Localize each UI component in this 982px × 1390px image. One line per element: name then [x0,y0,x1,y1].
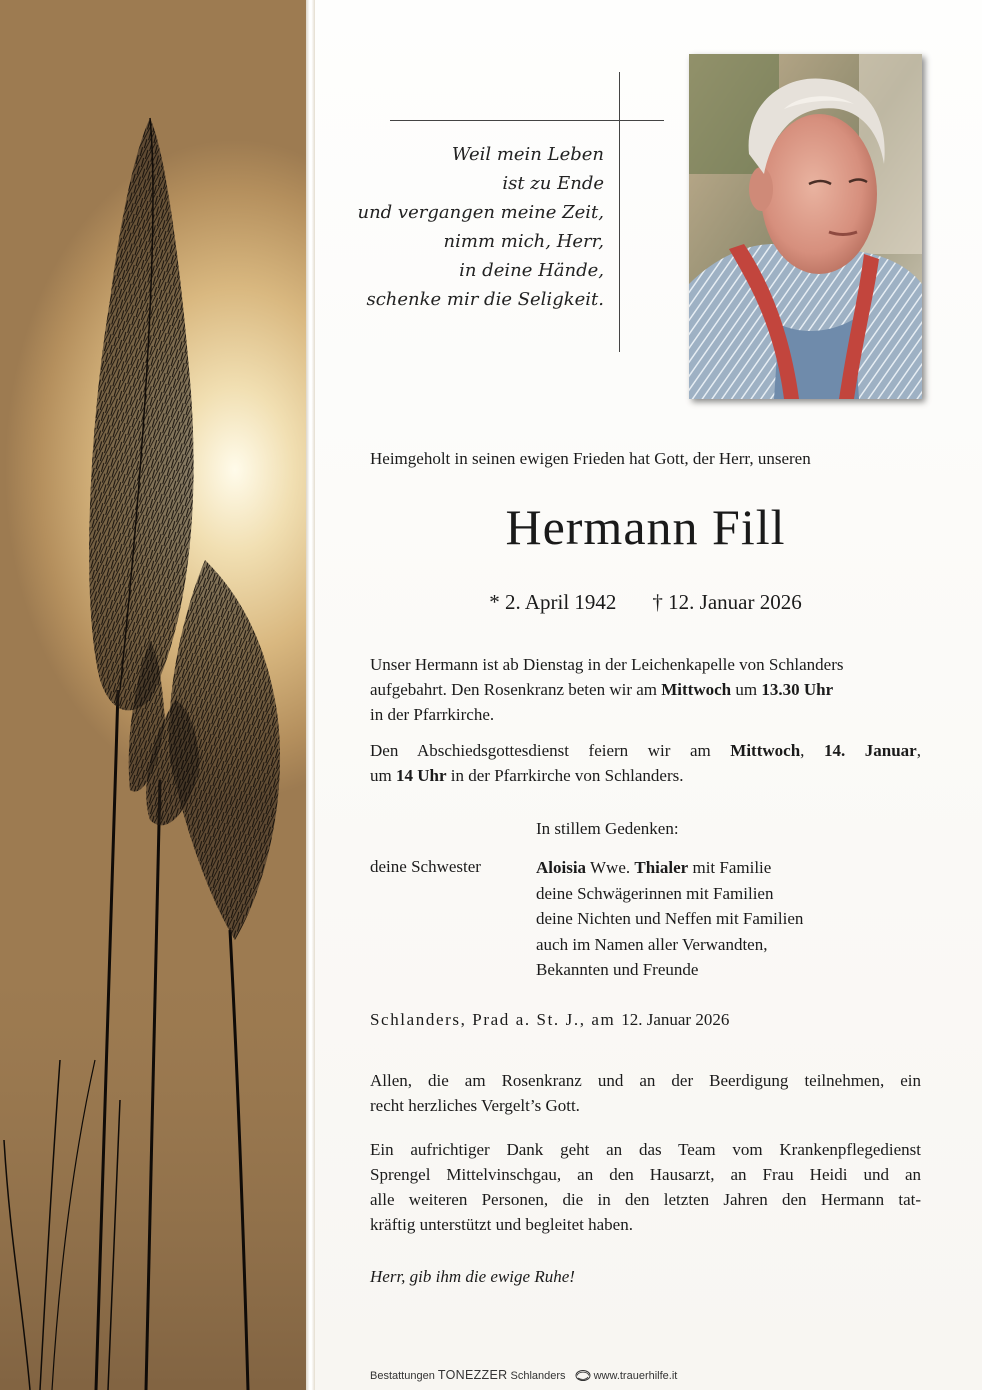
thanks2-line-1: Ein aufrichtiger Dank geht an das Team vom Krankenpflegedienst [370,1140,921,1159]
death-date: † 12. Januar 2026 [652,590,802,614]
verse-line: nimm mich, Herr, [443,231,604,252]
deceased-name: Hermann Fill [505,499,786,555]
closing-prayer: Herr, gib ihm die ewige Ruhe! [370,1267,575,1286]
mourner-line: auch im Namen aller Verwandten, [536,934,768,954]
thanks2-line-4: kräftig unterstützt und begleitet haben. [370,1215,633,1234]
portrait-icon [689,54,922,399]
vertical-divider [306,0,315,1390]
thanks2-line-3: alle weiteren Personen, die in den letzten Jahren den Hermann tat- [370,1190,921,1209]
verse-line: Weil mein Leben [451,144,604,165]
footer-prefix: Bestattungen [370,1370,438,1382]
thanks-rosary [370,1068,921,1118]
funeral-notice [370,738,921,788]
funeral-line-2: um 14 Uhr in der Pfarrkirche von Schlanders. [370,766,684,785]
verse-line: schenke mir die Seligkeit. [366,289,604,310]
mourner-line: deine Nichten und Neffen mit Familien [536,909,804,928]
birth-date: * 2. April 1942 [489,590,617,614]
mourner-first: Aloisia Wwe. Thialer mit Familie [536,858,772,877]
globe-www-icon [575,1370,591,1381]
thanks1-line-1: Allen, die am Rosenkranz und an der Beerdigung teilnehmen, ein [370,1071,921,1090]
mourner-line: Bekannten und Freunde [536,960,699,979]
portrait-photo [689,54,922,399]
footer-brand: TONEZZER [437,1368,508,1382]
mourner-relation: deine Schwester [370,857,481,876]
mourner-line: deine Schwägerinnen mit Familien [536,883,774,903]
thanks-care [370,1137,921,1237]
verse-line: in deine Hände, [459,260,604,281]
cross-vertical-line [619,72,620,352]
verse-line: und vergangen meine Zeit, [357,202,604,223]
life-dates [370,590,921,615]
footer [370,1368,677,1382]
thanks2-line-2: Sprengel Mittelvinschgau, an den Hausarzt, an Frau Heidi und an [370,1165,921,1184]
intro-text: Heimgeholt in seinen ewigen Frieden hat Gott, der Herr, unseren [370,449,811,468]
funeral-line-1: Den Abschiedsgottesdienst feiern wir am Mittwoch, 14. Januar, [370,741,921,760]
mourners-list [536,855,803,983]
wake-line-1: Unser Hermann ist ab Dienstag in der Leichenkapelle von Schlanders [370,655,844,674]
pampas-grass-image [0,0,306,1390]
mourners-heading: In stillem Gedenken: [536,819,679,838]
wake-notice [370,652,921,727]
grass-silhouette-icon [0,0,306,1390]
place-date-line [370,1010,729,1030]
footer-suffix: Schlanders [507,1370,566,1382]
place-date: 12. Januar 2026 [621,1010,730,1029]
wake-line-3: in der Pfarrkirche. [370,705,495,724]
memorial-verse [330,140,604,314]
thanks1-line-2: recht herzliches Vergelt’s Gott. [370,1096,580,1115]
place-text: Schlanders, Prad a. St. J., am [370,1010,616,1029]
cross-horizontal-line [390,120,664,121]
verse-line: ist zu Ende [502,173,604,194]
wake-line-2: aufgebahrt. Den Rosenkranz beten wir am Mittwoch um 13.30 Uhr [370,680,834,699]
footer-website[interactable]: www.trauerhilfe.it [593,1370,678,1382]
